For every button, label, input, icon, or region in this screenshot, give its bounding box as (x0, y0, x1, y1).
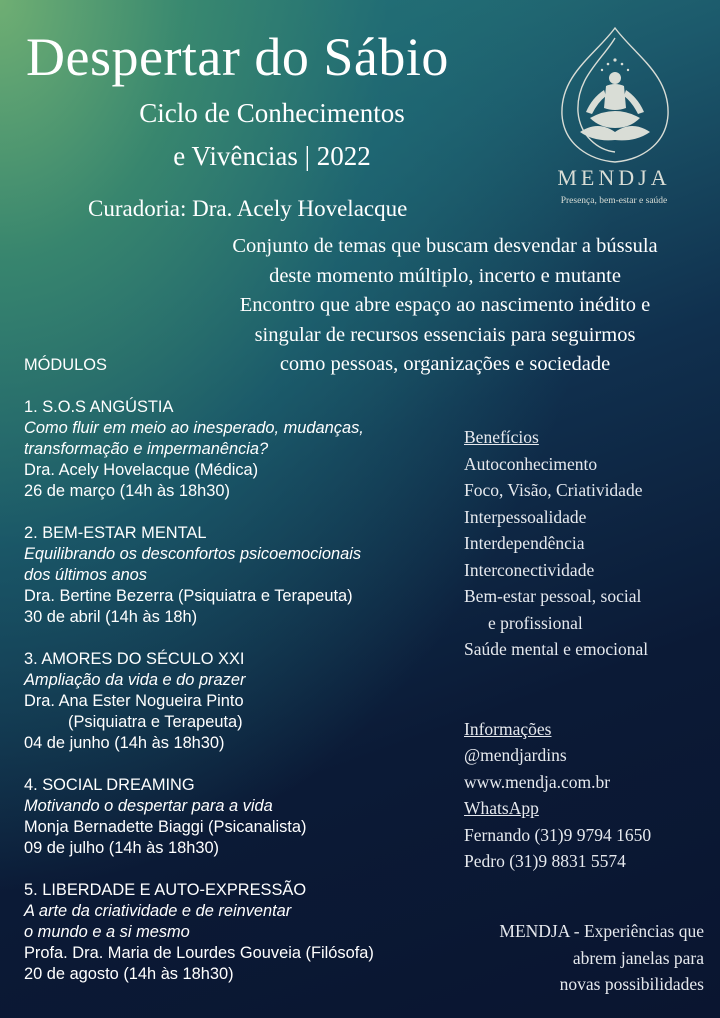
module-subtitle: transformação e impermanência? (24, 440, 269, 458)
logo-wordmark: MENDJA (557, 165, 671, 190)
side-panel (464, 424, 714, 875)
event-title: Despertar do Sábio (26, 27, 449, 87)
module-subtitle: Motivando o despertar para a vida (24, 797, 273, 815)
description-line: deste momento múltiplo, incerto e mutante (269, 264, 621, 287)
module-subtitle: Equilibrando os desconfortos psicoemocionais (24, 545, 362, 563)
module-item (24, 880, 464, 985)
slogan-line: abrem janelas para (572, 947, 704, 968)
module-item (24, 523, 464, 628)
slogan-line: novas possibilidades (559, 974, 704, 994)
benefit-item: Bem-estar pessoal, social (464, 586, 642, 606)
description-line: como pessoas, organizações e sociedade (279, 353, 611, 375)
module-title: 4. SOCIAL DREAMING (24, 776, 195, 794)
benefit-item: Interdependência (464, 533, 585, 553)
module-title: 3. AMORES DO SÉCULO XXI (24, 650, 245, 668)
module-title: 2. BEM-ESTAR MENTAL (24, 524, 207, 542)
modules-list (24, 355, 464, 1006)
module-title: 5. LIBERDADE E AUTO-EXPRESSÃO (24, 881, 307, 899)
slogan-line: MENDJA - Experiências que (499, 921, 704, 941)
contact-phone: Fernando (31)9 9794 1650 (464, 824, 652, 845)
curator-line: Curadoria: Dra. Acely Hovelacque (88, 196, 408, 221)
module-item (24, 775, 464, 859)
module-subtitle: o mundo e a si mesmo (24, 923, 190, 941)
closing-slogan (499, 918, 704, 998)
module-subtitle: Ampliação da vida e do prazer (24, 671, 246, 689)
module-speaker: Profa. Dra. Maria de Lourdes Gouveia (Filósofa) (24, 944, 374, 962)
module-title: 1. S.O.S ANGÚSTIA (24, 398, 174, 416)
module-speaker: Dra. Ana Ester Nogueira Pinto (24, 692, 244, 710)
module-speaker: (Psiquiatra e Terapeuta) (68, 713, 243, 731)
benefit-item: Saúde mental e emocional (464, 639, 649, 659)
module-subtitle: Como fluir em meio ao inesperado, mudanças, (24, 419, 364, 437)
benefit-item: Autoconhecimento (464, 453, 598, 474)
info-heading: Informações (464, 718, 552, 739)
website-link: www.mendja.com.br (464, 771, 611, 792)
contact-phone: Pedro (31)9 8831 5574 (464, 851, 626, 871)
lotus-meditation-icon (540, 20, 690, 170)
description-line: Conjunto de temas que buscam desvendar a bússula (232, 235, 658, 257)
module-date: 09 de julho (14h às 18h30) (24, 839, 220, 857)
description-line: singular de recursos essenciais para seguirmos (254, 323, 636, 346)
module-date: 30 de abril (14h às 18h) (24, 608, 198, 626)
description-line: Encontro que abre espaço ao nascimento inédito e (239, 294, 651, 316)
module-subtitle: A arte da criatividade e de reinventar (24, 902, 292, 920)
modules-heading: MÓDULOS (24, 356, 107, 374)
benefit-item: Interconectividade (464, 559, 595, 580)
module-subtitle: dos últimos anos (24, 566, 147, 584)
event-subtitle-line2: e Vivências | 2022 (173, 141, 371, 171)
module-date: 26 de março (14h às 18h30) (24, 482, 230, 500)
logo-tagline: Presença, bem-estar e saúde (560, 196, 668, 206)
module-speaker: Dra. Acely Hovelacque (Médica) (24, 461, 259, 479)
benefit-item: Foco, Visão, Criatividade (464, 480, 643, 500)
benefits-heading: Benefícios (464, 427, 539, 447)
module-date: 04 de junho (14h às 18h30) (24, 734, 225, 752)
instagram-handle: @mendjardins (464, 745, 567, 765)
module-item (24, 397, 464, 502)
event-subtitle-line1: Ciclo de Conhecimentos (139, 98, 405, 128)
whatsapp-heading: WhatsApp (464, 798, 539, 818)
module-item (24, 649, 464, 754)
benefit-item: e profissional (488, 612, 583, 633)
module-speaker: Monja Bernadette Biaggi (Psicanalista) (24, 818, 307, 836)
module-speaker: Dra. Bertine Bezerra (Psiquiatra e Terapeuta) (24, 587, 353, 605)
benefit-item: Interpessoalidade (464, 506, 587, 527)
module-date: 20 de agosto (14h às 18h30) (24, 965, 234, 983)
